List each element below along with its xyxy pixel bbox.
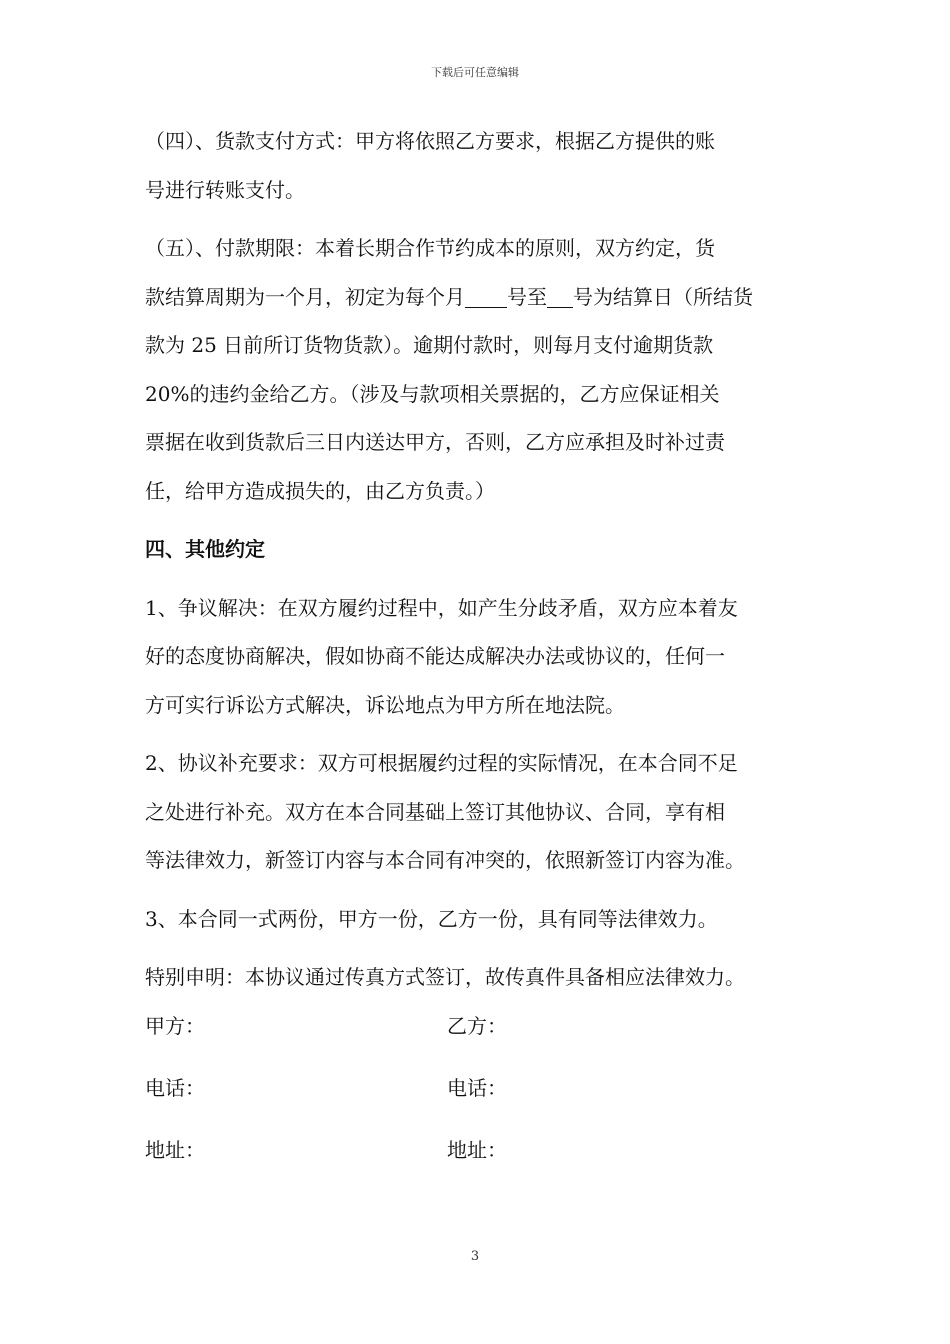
party-a-label: 甲方：	[145, 1013, 205, 1038]
item-1-line: 1、争议解决：在双方履约过程中，如产生分歧矛盾，双方应本着友	[145, 595, 738, 620]
party-b-label: 乙方：	[447, 1013, 507, 1038]
clause-5-line-with-blanks	[145, 273, 815, 322]
clause-5-line: 20%的违约金给乙方。（涉及与款项相关票据的，乙方应保证相关	[145, 381, 720, 406]
clause-5-text: 号为结算日（所结货	[573, 284, 753, 309]
item-2-line: 之处进行补充。双方在本合同基础上签订其他协议、合同，享有相	[145, 799, 725, 824]
clause-5-line: 任，给甲方造成损失的，由乙方负责。）	[145, 478, 495, 503]
signature-phone-row	[145, 1064, 815, 1126]
page-header: 下载后可任意编辑	[431, 66, 519, 79]
clause-5-line: 票据在收到货款后三日内送达甲方，否则，乙方应承担及时补过责	[145, 430, 725, 454]
clause-5-line: （五）、付款期限：本着长期合作节约成本的原则，双方约定，货	[145, 236, 715, 260]
document-body	[145, 117, 815, 1188]
signature-address-row	[145, 1126, 815, 1188]
address-b-label: 地址：	[447, 1137, 507, 1162]
special-statement: 特别申明：本协议通过传真方式签订，故传真件具备相应法律效力。	[145, 965, 745, 989]
address-a-label: 地址：	[145, 1137, 205, 1162]
page-number: 3	[470, 1249, 480, 1264]
clause-5-text: 款结算周期为一个月，初定为每个月	[145, 284, 465, 309]
clause-5-text: 号至	[507, 284, 547, 309]
item-2-line: 等法律效力，新签订内容与本合同有冲突的，依照新签订内容为准。	[145, 848, 745, 872]
signature-party-row	[145, 1002, 815, 1064]
phone-b-label: 电话：	[447, 1075, 507, 1100]
item-1-line: 方可实行诉讼方式解决，诉讼地点为甲方所在地法院。	[145, 692, 625, 717]
item-3: 3、本合同一式两份，甲方一份，乙方一份，具有同等法律效力。	[145, 906, 718, 931]
phone-a-label: 电话：	[145, 1075, 205, 1100]
section-4-title: 四、其他约定	[145, 537, 265, 561]
item-2-line: 2、协议补充要求：双方可根据履约过程的实际情况，在本合同不足	[145, 751, 738, 775]
clause-4-line: （四）、货款支付方式：甲方将依照乙方要求，根据乙方提供的账	[145, 129, 715, 153]
clause-5-line: 款为 25 日前所订货物货款）。逾期付款时，则每月支付逾期货款	[145, 333, 714, 357]
clause-4-line: 号进行转账支付。	[145, 177, 305, 202]
blank-start-day	[465, 285, 507, 308]
item-1-line: 好的态度协商解决，假如协商不能达成解决办法或协议的，任何一	[145, 644, 725, 668]
blank-end-day	[547, 285, 573, 308]
